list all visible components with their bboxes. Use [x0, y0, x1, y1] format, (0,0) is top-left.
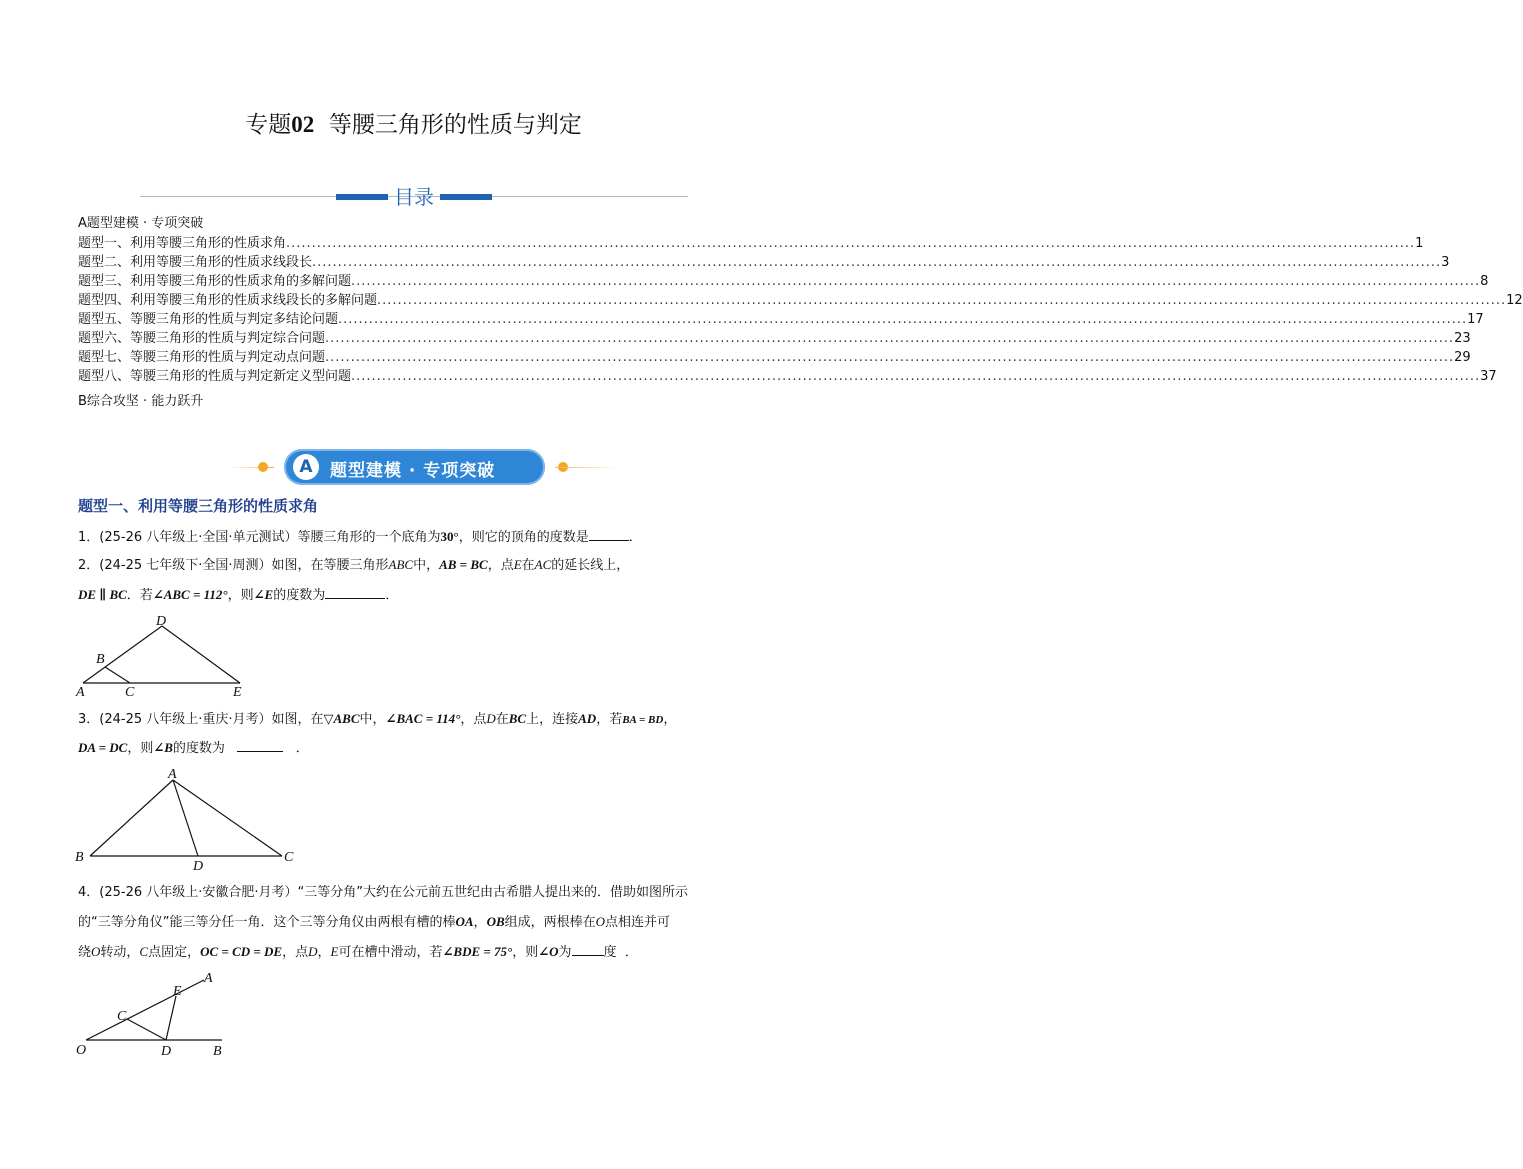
figure-q4	[72, 968, 242, 1060]
section-title: 题型一、利用等腰三角形的性质求角	[78, 497, 319, 515]
toc-leader-dots: ............................................................................................................................................................................................................................	[286, 236, 1416, 251]
toc-item-page: 23	[1454, 331, 1471, 346]
toc-leader-dots: ............................................................................................................................................................................................................................	[325, 350, 1455, 365]
label-C: C	[117, 1009, 127, 1024]
toc-item-page: 37	[1480, 369, 1497, 384]
toc-item-page: 8	[1480, 274, 1489, 289]
toc-item[interactable]	[78, 310, 1484, 329]
toc-part-a: A题型建模 · 专项突破	[78, 216, 204, 231]
question-2-line-2: DE ∥ BC．若∠ABC = 112°，则∠E的度数为 ．	[78, 584, 398, 605]
toc-heading: 目录	[394, 185, 434, 209]
banner-line-right	[555, 467, 617, 468]
toc-bar-left	[336, 194, 388, 200]
figure-q3	[72, 764, 302, 876]
toc-item[interactable]	[78, 348, 1471, 367]
label-C: C	[284, 850, 294, 865]
banner-letter: A	[293, 454, 319, 480]
toc-item-page: 29	[1454, 350, 1471, 365]
toc-item[interactable]	[78, 291, 1523, 310]
question-1: 1．(25-26 八年级上·全国·单元测试）等腰三角形的一个底角为30°，则它的顶角的度数是 ．	[78, 526, 642, 547]
label-D: D	[156, 614, 167, 629]
toc-bar-right	[440, 194, 492, 200]
banner-dot-left	[258, 462, 268, 472]
toc-item[interactable]	[78, 253, 1450, 272]
label-O: O	[76, 1043, 87, 1058]
question-4-line-1: 4．(25-26 八年级上·安徽合肥·月考）“三等分角”大约在公元前五世纪由古希腊人提出来的．借助如图所示	[78, 885, 688, 900]
toc-item-page: 12	[1506, 293, 1523, 308]
label-A: A	[204, 971, 213, 986]
toc-leader-dots: ............................................................................................................................................................................................................................	[351, 369, 1481, 384]
label-A: A	[76, 685, 85, 700]
toc-leader-dots: ............................................................................................................................................................................................................................	[338, 312, 1468, 327]
toc-item-label: 题型二、利用等腰三角形的性质求线段长	[78, 255, 313, 270]
answer-blank[interactable]	[589, 526, 629, 541]
label-E: E	[233, 685, 242, 700]
answer-blank[interactable]	[325, 584, 385, 599]
toc-item-label: 题型五、等腰三角形的性质与判定多结论问题	[78, 312, 339, 327]
label-B: B	[75, 850, 84, 865]
toc-item-label: 题型一、利用等腰三角形的性质求角	[78, 236, 287, 251]
toc-item-label: 题型三、利用等腰三角形的性质求角的多解问题	[78, 274, 352, 289]
question-4-line-2: 的“三等分角仪”能三等分任一角．这个三等分角仪由两根有槽的棒OA，OB组成，两根棒在O点相连并可	[78, 914, 671, 930]
figure-q2	[74, 612, 254, 698]
answer-blank[interactable]	[237, 737, 283, 752]
label-B: B	[213, 1044, 222, 1059]
toc-item-page: 17	[1467, 312, 1484, 327]
toc-part-b: B综合攻坚 · 能力跃升	[78, 394, 204, 409]
label-C: C	[125, 685, 135, 700]
toc-item-page: 1	[1415, 236, 1424, 251]
toc-leader-dots: ............................................................................................................................................................................................................................	[325, 331, 1455, 346]
label-D: D	[161, 1044, 172, 1059]
answer-blank[interactable]	[572, 941, 604, 956]
label-A: A	[168, 767, 177, 782]
toc-item-label: 题型八、等腰三角形的性质与判定新定义型问题	[78, 369, 352, 384]
question-3-line-1: 3．(24-25 八年级上·重庆·月考）如图，在▽ABC中，∠BAC = 114°，点D在BC上，连接AD，若BA = BD，	[78, 711, 677, 727]
question-4-line-3: 绕O转动，C点固定，OC = CD = DE，点D，E可在槽中滑动，若∠BDE = 75°，则∠O为 度 ．	[78, 941, 638, 962]
banner-text: 题型建模 · 专项突破	[330, 461, 496, 481]
toc-item[interactable]	[78, 367, 1497, 386]
toc-item-page: 3	[1441, 255, 1450, 270]
label-B: B	[96, 652, 105, 667]
toc-item-label: 题型七、等腰三角形的性质与判定动点问题	[78, 350, 326, 365]
toc-leader-dots: ............................................................................................................................................................................................................................	[351, 274, 1481, 289]
toc-leader-dots: ............................................................................................................................................................................................................................	[312, 255, 1442, 270]
toc-item[interactable]	[78, 234, 1424, 253]
toc-item-label: 题型四、利用等腰三角形的性质求线段长的多解问题	[78, 293, 378, 308]
toc-leader-dots: ............................................................................................................................................................................................................................	[377, 293, 1507, 308]
question-3-line-2: DA = DC，则∠B的度数为 ．	[78, 737, 309, 758]
toc-item[interactable]	[78, 329, 1471, 348]
question-2-line-1: 2．(24-25 七年级下·全国·周测）如图，在等腰三角形ABC中，AB = BC，点E在AC的延长线上，	[78, 557, 630, 573]
toc-item[interactable]	[78, 272, 1489, 291]
label-D: D	[193, 859, 204, 874]
toc-item-label: 题型六、等腰三角形的性质与判定综合问题	[78, 331, 326, 346]
label-E: E	[173, 984, 182, 999]
page-title: 专题02 等腰三角形的性质与判定	[245, 112, 582, 138]
